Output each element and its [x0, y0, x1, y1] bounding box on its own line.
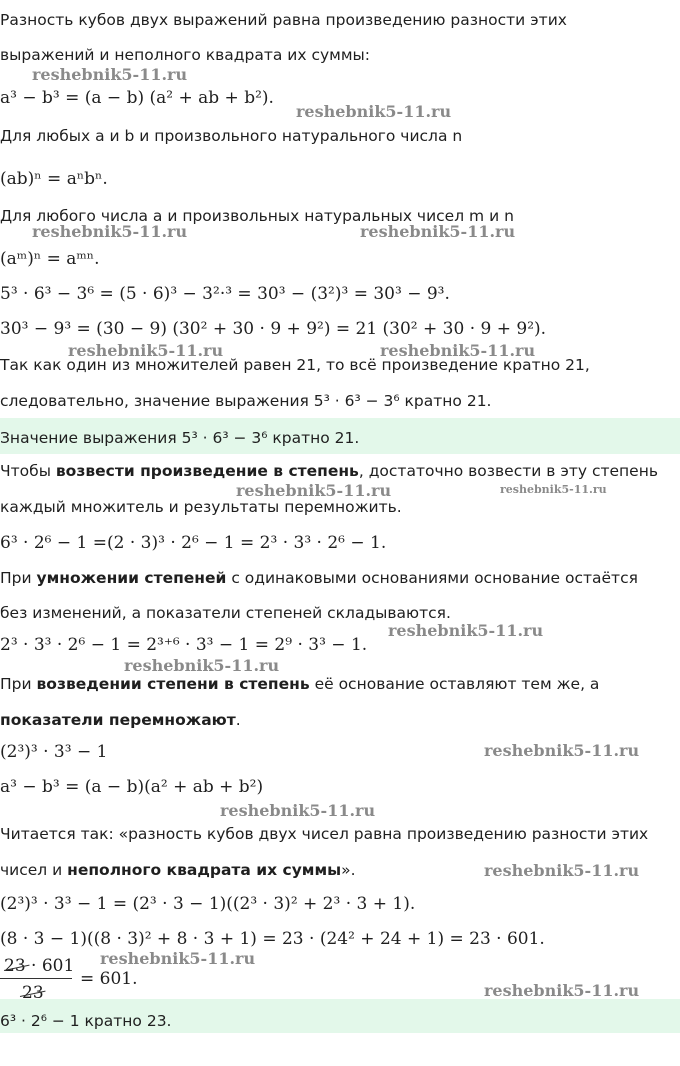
formula-line: 2³ · 3³ · 2⁶ − 1 = 2³⁺⁶ · 3³ − 1 = 2⁹ · 3³ − 1. [0, 635, 368, 655]
formula-line: a³ − b³ = (a − b)(a² + ab + b²) [0, 777, 264, 797]
rule-line [0, 674, 599, 694]
rule-prefix: чисел и [0, 861, 68, 879]
formula-line: (2³)³ · 3³ − 1 [0, 742, 108, 762]
rule-bold: неполного квадрата их суммы [67, 861, 342, 879]
watermark: reshebnik5-11.ru [32, 65, 188, 84]
rule-bold: показатели перемножают [0, 711, 236, 729]
rule-suffix: с одинаковыми основаниями основание остаётся [226, 569, 638, 587]
watermark: reshebnik5-11.ru [32, 222, 188, 241]
formula-line: (2³)³ · 3³ − 1 = (2³ · 3 − 1)((2³ · 3)² + 2³ · 3 + 1). [0, 894, 416, 914]
text-line: Для любого числа a и произвольных натуральных чисел m и n [0, 207, 514, 225]
rule-prefix: При [0, 675, 37, 693]
watermark: reshebnik5-11.ru [68, 341, 224, 360]
watermark: reshebnik5-11.ru [124, 656, 280, 675]
watermark: reshebnik5-11.ru [500, 483, 607, 496]
rule-suffix: её основание оставляют тем же, а [309, 675, 600, 693]
answer-text: Значение выражения 5³ · 6³ − 3⁶ кратно 21. [0, 429, 360, 447]
watermark: reshebnik5-11.ru [220, 801, 376, 820]
watermark: reshebnik5-11.ru [380, 341, 536, 360]
rule-bold: умножении степеней [36, 569, 227, 587]
formula-line: a³ − b³ = (a − b) (a² + ab + b²). [0, 88, 274, 108]
watermark: reshebnik5-11.ru [484, 981, 640, 1000]
watermark: reshebnik5-11.ru [388, 621, 544, 640]
rule-line [0, 860, 356, 880]
watermark: reshebnik5-11.ru [236, 481, 392, 500]
text-line: выражений и неполного квадрата их суммы: [0, 46, 371, 64]
formula-line: (8 · 3 − 1)((8 · 3)² + 8 · 3 + 1) = 23 · (24² + 24 + 1) = 23 · 601. [0, 929, 545, 949]
rule-prefix: Чтобы [0, 462, 56, 480]
fraction-result: = 601. [80, 969, 138, 989]
rule-bold: возвести произведение в степень [55, 462, 359, 480]
watermark: reshebnik5-11.ru [484, 741, 640, 760]
rule-prefix: При [0, 569, 37, 587]
formula-line: 5³ · 6³ − 3⁶ = (5 · 6)³ − 3²·³ = 30³ − (3²)³ = 30³ − 9³. [0, 284, 450, 304]
answer-text: 6³ · 2⁶ − 1 кратно 23. [0, 1012, 172, 1030]
watermark: reshebnik5-11.ru [296, 102, 452, 121]
text-line: без изменений, а показатели степеней складываются. [0, 604, 451, 622]
rule-suffix: ». [341, 861, 356, 879]
watermark: reshebnik5-11.ru [484, 861, 640, 880]
fraction-bar [0, 978, 72, 979]
text-line: Читается так: «разность кубов двух чисел равна произведению разности этих [0, 825, 649, 843]
text-line: Так как один из множителей равен 21, то всё произведение кратно 21, [0, 356, 590, 374]
rule-bold: возведении степени в степень [36, 675, 310, 693]
rule-line [0, 461, 658, 481]
rule-line [0, 568, 638, 588]
formula-line: 6³ · 2⁶ − 1 =(2 · 3)³ · 2⁶ − 1 = 2³ · 3³ · 2⁶ − 1. [0, 533, 387, 553]
text-line: Разность кубов двух выражений равна произведению разности этих [0, 11, 567, 29]
text-line: Для любых a и b и произвольного натурального числа n [0, 127, 463, 145]
text-line: каждый множитель и результаты перемножить. [0, 498, 402, 516]
text-line: следовательно, значение выражения 5³ · 6³ − 3⁶ кратно 21. [0, 392, 492, 410]
fraction-denominator: 23 [22, 983, 44, 1003]
watermark: reshebnik5-11.ru [100, 949, 256, 968]
rule-line [0, 710, 241, 730]
fraction-numerator: 23 · 601 [4, 956, 75, 976]
formula-line: (aᵐ)ⁿ = aᵐⁿ. [0, 249, 100, 269]
rule-suffix: . [235, 711, 241, 729]
formula-line: 30³ − 9³ = (30 − 9) (30² + 30 · 9 + 9²) = 21 (30² + 30 · 9 + 9²). [0, 319, 547, 339]
formula-line: (ab)ⁿ = aⁿbⁿ. [0, 169, 108, 189]
watermark: reshebnik5-11.ru [360, 222, 516, 241]
rule-suffix: , достаточно возвести в эту степень [358, 462, 658, 480]
